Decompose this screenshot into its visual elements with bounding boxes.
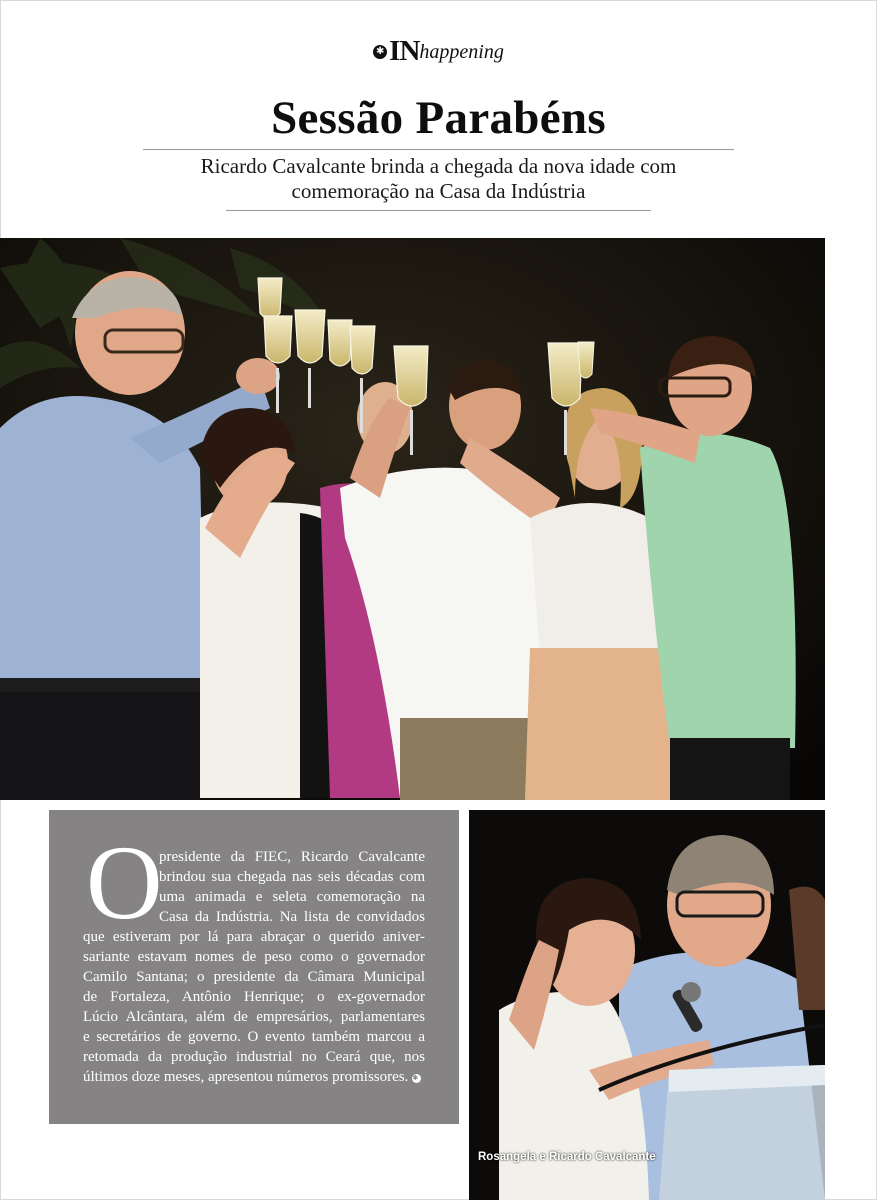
second-photo [469,810,825,1200]
section-label-in: IN [389,35,420,67]
body-line: Lúcio Alcântara, além de empresários, parlamentares [83,1009,425,1025]
body-line: brindou sua chegada nas seis décadas com [159,869,425,885]
body-line: e secretários de governo. O evento também marcou a [83,1029,425,1045]
asterisk-end-icon: ✱ [412,1074,421,1083]
main-photo [0,238,825,800]
body-line: de Fortaleza, Antônio Henrique; o ex-governador [83,989,425,1005]
body-line-last-text: últimos doze meses, apresentou números promissores. [83,1069,409,1085]
article-title: Sessão Parabéns [271,92,606,144]
photo-caption: Rosangela e Ricardo Cavalcante [478,1151,656,1163]
article-subtitle [143,154,734,204]
body-line: uma animada e seleta comemoração na [159,889,425,905]
section-header [0,30,877,66]
body-line: presidente da FIEC, Ricardo Cavalcante [159,849,425,865]
section-logo [373,36,504,66]
second-photo-illustration [469,810,825,1200]
body-line: sariante estavam nomes de peso como o governador [83,949,425,965]
body-line: que estiveram por lá para abraçar o querido aniver- [83,929,425,945]
title-rule-top [143,149,734,150]
subtitle-line-2: comemoração na Casa da Indústria [291,179,586,203]
subtitle-line-1: Ricardo Cavalcante brinda a chegada da nova idade com [200,154,677,178]
drop-cap: O [86,824,163,941]
body-line: Camilo Santana; o presidente da Câmara Municipal [83,969,425,985]
body-line: retomada da produção industrial no Ceará que, nos [83,1049,425,1065]
body-line-last [83,1067,425,1087]
body-line: Casa da Indústria. Na lista de convidados [159,909,425,925]
article-body-box [49,810,459,1124]
main-photo-illustration [0,238,825,800]
subtitle-rule-bottom [226,210,651,211]
asterisk-bullet-icon: ✱ [373,45,387,59]
section-label-word: happening [419,41,504,63]
